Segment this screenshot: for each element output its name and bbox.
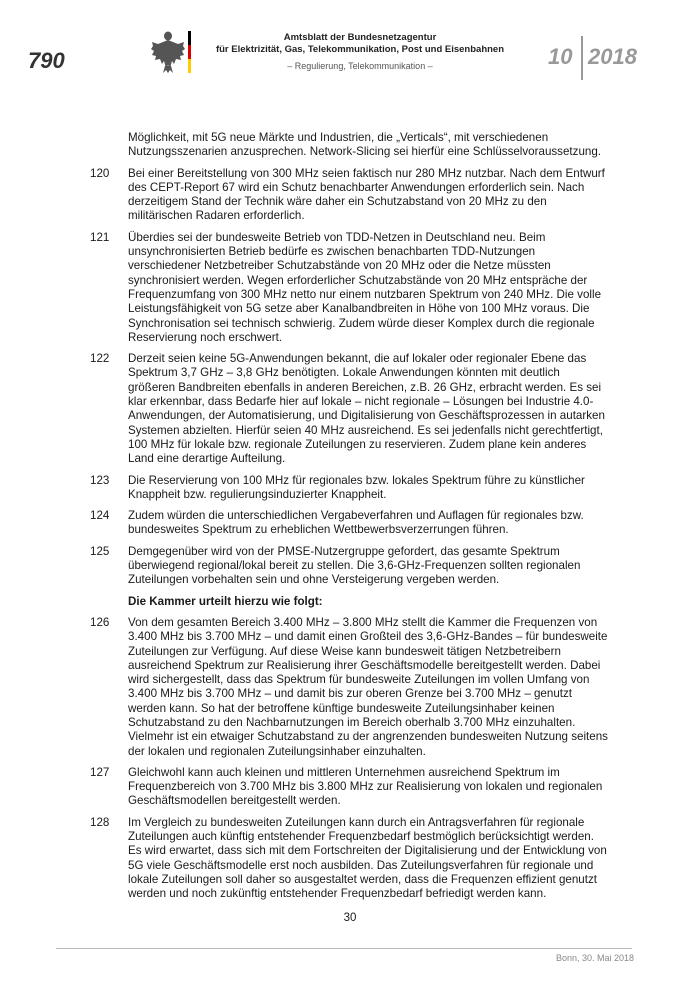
paragraph-text: Bei einer Bereitstellung von 300 MHz seien faktisch nur 280 MHz nutzbar. Nach dem Entwurf des CEPT-Report 67 wird ein Schutz benachbarter Anwendungen erforderlich sein. Nach derzeitigem Stand der Technik wäre daher ein Schutzabstand von 20 MHz zu den militärischen Radaren erforderlich. xyxy=(128,166,605,223)
paragraph-text: Derzeit seien keine 5G-Anwendungen bekannt, die auf lokaler oder regionaler Ebene das Spektrum 3,7 GHz – 3,8 GHz benötigten. Lokale Anwendungen könnten mit deutlich größeren Bandbreiten ebenfalls in anderen Bereichen, z.B. 26 GHz, erbracht werden. Es sei klar erkennbar, dass Bedarfe hier auf lokale – nicht regionale – Lösungen bei Industrie 4.0-Anwendungen, der Automatisierung, und Digitalisierung von Geschäftsprozessen in autarken Systemen abzielten. Hierfür seien 40 MHz ausreichend. Es sei jedenfalls nicht gerechtfertigt, 100 MHz für lokale bzw. regionale Zuteilungen zu reservieren. Zudem plane kein anderes Land eine derartige Aufteilung. xyxy=(128,352,605,466)
numbered-paragraph xyxy=(90,167,610,224)
publication-subtitle: – Regulierung, Telekommunikation – xyxy=(287,61,433,71)
paragraph-text: Überdies sei der bundesweite Betrieb von TDD-Netzen in Deutschland neu. Beim unsynchronisierten Betrieb bedürfe es zwischen benachbarten TDD-Nutzungen verschiedener Netzbetreiber Schutzabstände von 20 MHz oder die Netze müssten synchronisiert werden. Wegen erforderlicher Schutzabstände von 20 MHz entspräche der Frequenzumfang von 300 MHz netto nur einem nutzbaren Spektrum von 240 MHz. Die volle Leistungsfähigkeit von 5G setze aber Kanalbandbreiten in Höhe von 100 MHz voraus. Die Synchronisation sei technisch schwierig. Zudem würde dieser Komplex durch die regionale Reservierung noch erschwert. xyxy=(128,230,602,344)
numbered-paragraph xyxy=(90,509,610,538)
numbered-paragraph xyxy=(90,816,610,902)
paragraph-text: Möglichkeit, mit 5G neue Märkte und Industrien, die „Verticals“, mit verschiedenen Nutzungsszenarien anzusprechen. Network-Slicing sei hierfür eine Schlüsselvoraussetzung. xyxy=(128,131,602,159)
paragraph-text: Demgegenüber wird von der PMSE-Nutzergruppe gefordert, das gesamte Spektrum überwiegend regional/lokal bereit zu stellen. Die 3,6-GHz-Frequenzen sollten regionalen Zuteilungen vorbehalten sein und ohne Versteigerung vergeben werden. xyxy=(128,544,581,587)
numbered-paragraph xyxy=(90,231,610,345)
paragraph-number: 123 xyxy=(90,473,110,487)
paragraph-number: 121 xyxy=(90,230,110,244)
footer-page-number: 30 xyxy=(343,912,357,924)
numbered-paragraph xyxy=(90,474,610,503)
flag-stripe-gold xyxy=(188,59,191,73)
page-number: 790 xyxy=(28,48,65,73)
german-flag-bar xyxy=(188,31,191,73)
footer-date: Bonn, 30. Mai 2018 xyxy=(555,953,634,963)
paragraph-continuation xyxy=(90,131,610,160)
federal-eagle-icon xyxy=(150,28,186,74)
flag-stripe-black xyxy=(188,31,191,45)
paragraph-number: 128 xyxy=(90,815,110,829)
paragraph-number: 120 xyxy=(90,166,110,180)
document-body xyxy=(90,131,610,909)
issue-separator xyxy=(581,36,583,80)
numbered-paragraph xyxy=(90,352,610,466)
paragraph-text: Gleichwohl kann auch kleinen und mittleren Unternehmen ausreichend Spektrum im Frequenzbereich von 3.700 MHz bis 3.800 MHz zur Realisierung von lokalen und regionalen Geschäftsmodellen bereitgestellt werden. xyxy=(128,765,603,808)
paragraph-number: 125 xyxy=(90,544,110,558)
paragraph-number: 126 xyxy=(90,615,110,629)
footer-divider xyxy=(56,948,632,949)
numbered-paragraph xyxy=(90,545,610,588)
issue-number: 10 xyxy=(548,44,573,69)
paragraph-text: Von dem gesamten Bereich 3.400 MHz – 3.800 MHz stellt die Kammer die Frequenzen von 3.400 MHz bis 3.700 MHz – und damit einen Großteil des 3,6-GHz-Bandes – für bundesweite Zuteilungen zur Verfügung. Auf diese Weise kann bundesweit tätigen Netzbetreibern ausreichend Spektrum zur Realisierung ihrer Geschäftsmodelle bereitgestellt werden. Dabei wird sichergestellt, dass das Spektrum für bundesweite Zuteilungen im vollen Umfang von 3.400 MHz bis 3.700 MHz – und damit bis zur oberen Grenze bei 3.700 MHz – genutzt werden kann. So hat der betroffene künftige bundesweite Zuteilungsinhaber keinen Schutzabstand zu den Nachbarnutzungen im Bereich oberhalb 3.700 MHz einzuhalten. Vielmehr ist ein etwaiger Schutzabstand zu der angrenzenden bundesweiten Nutzung seitens der lokalen und regionalen Zuteilungsinhaber einzuhalten. xyxy=(128,615,608,758)
paragraph-number: 127 xyxy=(90,765,110,779)
paragraph-number: 122 xyxy=(90,352,110,366)
ruling-heading: Die Kammer urteilt hierzu wie folgt: xyxy=(128,594,323,608)
publication-title xyxy=(210,32,510,56)
paragraph-text: Die Reservierung von 100 MHz für regionales bzw. lokales Spektrum führe zu künstlicher Knappheit bzw. regulierungsinduzierter Knappheit. xyxy=(128,473,585,501)
flag-stripe-red xyxy=(188,45,191,59)
paragraph-text: Im Vergleich zu bundesweiten Zuteilungen kann durch ein Antragsverfahren für regionale Zuteilungen auch künftig entstehender Frequenzbedarf bestmöglich berücksichtigt werden. Es wird erwartet, dass sich mit dem Fortschreiten der Digitalisierung und der Entwicklung von 5G viele Geschäftsmodelle erst noch ausbilden. Das Zuteilungsverfahren für regionale und lokale Zuteilungen soll daher so ausgestaltet werden, dass die Frequenzen effizient genutzt werden und noch zukünftig entstehender Frequenzbedarf befriedigt werden kann. xyxy=(128,815,607,901)
publication-title-line1: Amtsblatt der Bundesnetzagentur xyxy=(283,32,437,43)
paragraph-number: 124 xyxy=(90,509,110,523)
numbered-paragraph xyxy=(90,766,610,809)
issue-year: 2018 xyxy=(588,44,637,69)
publication-title-line2: für Elektrizität, Gas, Telekommunikation, Post und Eisenbahnen xyxy=(215,44,505,55)
numbered-paragraph xyxy=(90,616,610,759)
paragraph-text: Zudem würden die unterschiedlichen Vergabeverfahren und Auflagen für regionales bzw. bundesweites Spektrum zu erheblichen Wettbewerbsverzerrungen führen. xyxy=(128,509,584,537)
